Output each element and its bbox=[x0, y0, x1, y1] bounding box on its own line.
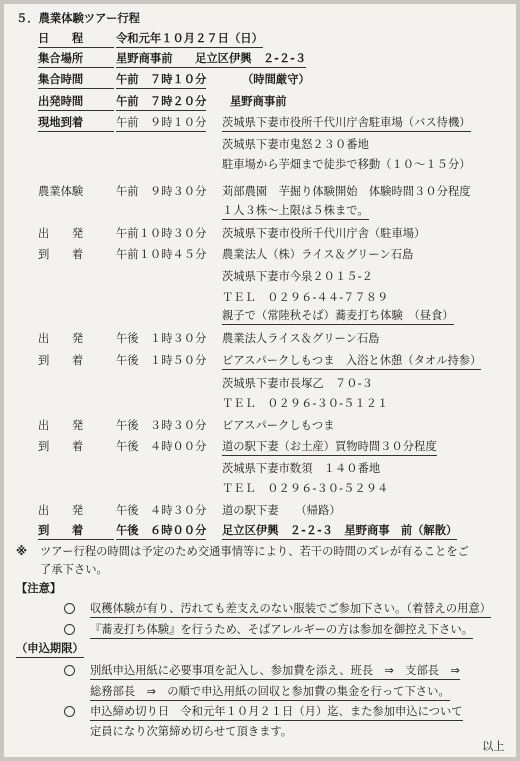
row-label-final-arrive: 到 着 bbox=[38, 522, 114, 540]
row-line: 茨城県下妻市役所千代川庁舎（駐車場） bbox=[222, 227, 426, 240]
row-label-farm-experience: 農業体験 bbox=[38, 185, 84, 198]
depart-time-label: 出発時間 bbox=[38, 93, 114, 111]
section-title: ５．農業体験ツアー行程 bbox=[16, 12, 140, 25]
row-line: 茨城県下妻市鬼怒２３０番地 bbox=[222, 138, 369, 151]
date-value: 令和元年１０月２７日（日） bbox=[116, 30, 263, 48]
row-time: 午後 ４時３０分 bbox=[116, 504, 207, 517]
row-line: 農業法人（株）ライス＆グリーン石島 bbox=[222, 248, 414, 261]
row-line: 駐車場から芋畑まで徒歩で移動（１０～１５分） bbox=[222, 158, 471, 171]
row-time: 午前１０時４５分 bbox=[116, 248, 207, 261]
note-line-2: 了承下さい。 bbox=[40, 563, 108, 576]
note-mark: ※ bbox=[16, 545, 27, 558]
row-line: 苅部農園 芋掘り体験開始 体験時間３０分程度 bbox=[222, 185, 471, 198]
closing-mark: 以上 bbox=[482, 740, 505, 753]
row-label-depart: 出 発 bbox=[38, 227, 84, 240]
apply-item-2a: 申込締め切り日 令和元年１０月２１日（月）迄、また参加申込について bbox=[90, 703, 463, 721]
apply-item-1b: 総務部長 ⇒ の順で申込用紙の回収と参加費の集金を行って下さい。 bbox=[90, 683, 450, 701]
caution-item-1: 収穫体験が有り、汚れても差支えのない服装でご参加下さい。（着替えの用意） bbox=[90, 600, 491, 618]
row-line: 親子で（常陸秋そば）蕎麦打ち体験 （昼食） bbox=[222, 307, 454, 325]
meet-time-label: 集合時間 bbox=[38, 71, 114, 89]
row-line: 茨城県下妻市役所千代川庁舎駐車場（バス待機） bbox=[222, 114, 471, 132]
row-label-arrive: 到 着 bbox=[38, 440, 84, 453]
row-line: 道の駅下妻（お土産）買物時間３０分程度 bbox=[222, 438, 437, 456]
row-label-arrival: 現地到着 bbox=[38, 114, 114, 132]
row-time: 午後 ４時００分 bbox=[116, 440, 207, 453]
meet-time-value: 午前 ７時１０分 bbox=[116, 71, 206, 89]
row-time: 午後 ６時００分 bbox=[116, 522, 206, 540]
note-line-1: ツアー行程の時間は予定のため交通事情等により、若干の時間のズレが有ることをご bbox=[40, 545, 469, 558]
row-label-depart: 出 発 bbox=[38, 332, 84, 345]
row-line: ＴＥＬ ０２９６-３０-５２９４ bbox=[222, 482, 389, 495]
row-time: 午前１０時３０分 bbox=[116, 227, 207, 240]
row-time: 午前 ９時３０分 bbox=[116, 185, 207, 198]
row-line: ビアスパークしもつま bbox=[222, 419, 335, 432]
row-line: 茨城県下妻市今泉２０１５-２ bbox=[222, 270, 373, 283]
row-label-depart: 出 発 bbox=[38, 504, 84, 517]
row-time: 午後 １時３０分 bbox=[116, 332, 207, 345]
row-time: 午後 ３時３０分 bbox=[116, 419, 207, 432]
row-line: ＴＥＬ ０２９６-４４-７７８９ bbox=[222, 291, 389, 304]
meet-time-note: （時間厳守） bbox=[242, 73, 310, 86]
bullet-circle-icon bbox=[64, 706, 75, 717]
meet-place-label: 集合場所 bbox=[38, 50, 114, 68]
apply-item-1a: 別紙申込用紙に必要事項を記入し、参加費を添え、班長 ⇒ 支部長 ⇒ bbox=[90, 662, 460, 680]
row-line: ＴＥＬ ０２９６-３０-５１２１ bbox=[222, 397, 389, 410]
bullet-circle-icon bbox=[64, 624, 75, 635]
document-page bbox=[4, 4, 516, 757]
depart-time-value: 午前 ７時２０分 bbox=[116, 93, 206, 111]
row-label-depart: 出 発 bbox=[38, 419, 84, 432]
row-line: 農業法人ライス＆グリーン石島 bbox=[222, 332, 380, 345]
row-line: 足立区伊興 ２-２-３ 星野商事 前（解散） bbox=[222, 522, 457, 540]
row-label-arrive: 到 着 bbox=[38, 354, 84, 367]
apply-item-2b: 定員になり次第締め切らせて頂きます。 bbox=[90, 725, 293, 738]
row-line: ビアスパークしもつま 入浴と休憩（タオル持参） bbox=[222, 352, 481, 370]
caution-heading: 【注意】 bbox=[16, 582, 62, 595]
row-line: 茨城県下妻市数須 １４０番地 bbox=[222, 462, 381, 475]
row-line: 道の駅下妻 （帰路） bbox=[222, 504, 341, 517]
caution-item-2: 『蕎麦打ち体験』を行うため、そばアレルギーの方は参加を御控え下さい。 bbox=[90, 621, 473, 639]
row-time: 午後 １時５０分 bbox=[116, 354, 207, 367]
bullet-circle-icon bbox=[64, 665, 75, 676]
meet-place-value: 星野商事前 足立区伊興 ２-２-３ bbox=[116, 50, 306, 68]
row-line: １人３株～上限は５株まで。 bbox=[222, 202, 369, 220]
row-label-arrive: 到 着 bbox=[38, 248, 84, 261]
apply-heading: （申込期限） bbox=[16, 640, 84, 658]
row-time: 午前 ９時１０分 bbox=[116, 114, 206, 132]
row-line: 茨城県下妻市長塚乙 ７０-３ bbox=[222, 377, 373, 390]
date-label: 日 程 bbox=[38, 30, 114, 48]
bullet-circle-icon bbox=[64, 603, 75, 614]
depart-place: 星野商事前 bbox=[230, 95, 287, 108]
